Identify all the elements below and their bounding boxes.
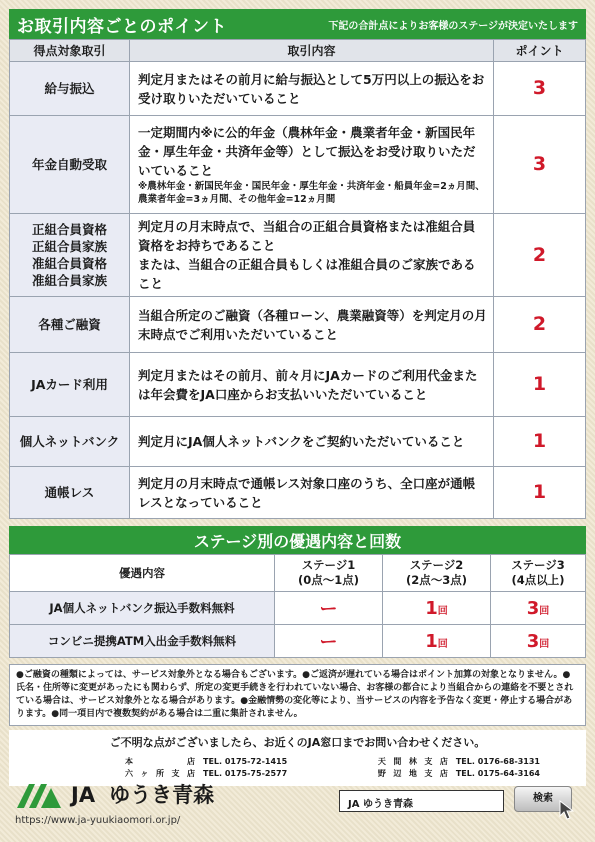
branch-column: [125, 756, 287, 780]
table-row: [10, 297, 586, 353]
stage2-value: 1回: [383, 592, 491, 625]
stage1-value: ー: [275, 625, 383, 658]
header-points: ポイント: [494, 40, 586, 62]
search-button[interactable]: 検索: [514, 786, 572, 812]
branch-column: [378, 756, 540, 780]
header-content: 取引内容: [130, 40, 494, 62]
row-content: 判定月の月末時点で、当組合の正組合員資格または准組合員資格をお持ちであること または、当組合の正組合員もしくは准組合員のご家族であること: [130, 214, 494, 297]
points-table-header: [10, 40, 586, 62]
flyer: [9, 9, 586, 786]
row-points: 3: [494, 116, 586, 214]
header-category: 得点対象取引: [10, 40, 130, 62]
category-line: 准組合員家族: [31, 273, 107, 288]
row-points: 1: [494, 353, 586, 417]
row-content: 一定期間内※に公的年金（農林年金・農業者年金・新国民年金・厚生年金・共済年金等）として振込をお受け取りいただいていること: [138, 125, 476, 178]
section1-note: 下記の合計点によりお客様のステージが決定いたします: [328, 20, 578, 32]
table-row: [10, 467, 586, 519]
row-category: [10, 214, 130, 297]
benefit-label: JA個人ネットバンク振込手数料無料: [10, 592, 275, 625]
section1-title: お取引内容ごとのポイント: [17, 16, 227, 37]
row-content: 判定月またはその前月に給与振込として5万円以上の振込をお受け取りいただいていること: [130, 62, 494, 116]
header-stage3: ステージ3 (4点以上): [491, 555, 586, 592]
branch-item: 天間林支店 TEL. 0176-68-3131: [377, 757, 540, 766]
category-line: 正組合員資格: [31, 222, 107, 237]
table-row: [10, 625, 586, 658]
branch-item: 本店 TEL. 0175-72-1415: [125, 757, 288, 766]
section2-title: ステージ別の優遇内容と回数: [9, 526, 586, 554]
table-row: [10, 116, 586, 214]
category-line: 正組合員家族: [31, 239, 107, 254]
category-line: 准組合員資格: [31, 256, 107, 271]
row-category: JAカード利用: [10, 353, 130, 417]
row-content: 当組合所定のご融資（各種ローン、農業融資等）を判定月の月末時点でご利用いただいていること: [130, 297, 494, 353]
logo-text: JA ゆうき青森: [71, 783, 215, 807]
points-table: [9, 39, 586, 519]
branch-item: 野辺地支店 TEL. 0175-64-3164: [377, 769, 540, 778]
stage3-value: 3回: [491, 592, 586, 625]
row-category: 個人ネットバンク: [10, 417, 130, 467]
table-row: [10, 214, 586, 297]
benefit-label: コンビニ提携ATM入出金手数料無料: [10, 625, 275, 658]
ja-logo: [15, 778, 214, 810]
notes: ●ご融資の種類によっては、サービス対象外となる場合もございます。●ご返済が遅れている場合はポイント加算の対象となりません。●氏名・住所等に変更があったにも関わらず、所定の変更手続きを行われていない場合、お客様の都合により当組合からの連絡を不要とされている場合は、サービス対象外となる場合があります。●金融情勢の変化等により、当サービスの内容を予告なく変更・停止する場合があります。●同一項目内で複数契約がある場合は二重に集計されません。: [9, 664, 586, 726]
row-content: 判定月またはその前月、前々月にJAカードのご利用代金または年会費をJA口座からお支払いいただいていること: [130, 353, 494, 417]
header-stage1: ステージ1 (0点〜1点): [275, 555, 383, 592]
table-row: [10, 417, 586, 467]
inquiry-text: ご不明な点がございましたら、お近くのJA窓口までお問い合わせください。: [109, 736, 486, 749]
row-points: 1: [494, 417, 586, 467]
row-content-note: ※農林年金・新国民年金・国民年金・厚生年金・共済年金・船員年金=2ヵ月間、農業者年金=3ヵ月間、その他年金=12ヵ月間: [138, 181, 485, 205]
header-stage2: ステージ2 (2点〜3点): [383, 555, 491, 592]
stage2-value: 1回: [383, 625, 491, 658]
row-points: 1: [494, 467, 586, 519]
ja-logo-icon: [15, 778, 63, 810]
row-points: 2: [494, 214, 586, 297]
table-row: [10, 353, 586, 417]
stage3-value: 3回: [491, 625, 586, 658]
table-row: [10, 592, 586, 625]
row-content: 判定月の月末時点で通帳レス対象口座のうち、全口座が通帳レスとなっていること: [130, 467, 494, 519]
branch-list: [15, 756, 580, 780]
stage-table-header: [10, 555, 586, 592]
table-row: [10, 62, 586, 116]
row-category: 各種ご融資: [10, 297, 130, 353]
header-benefit: 優遇内容: [10, 555, 275, 592]
row-category: 年金自動受取: [10, 116, 130, 214]
row-category: 給与振込: [10, 62, 130, 116]
row-category: 通帳レス: [10, 467, 130, 519]
search-input[interactable]: JA ゆうき青森: [339, 790, 504, 812]
footer: [9, 778, 586, 833]
stage-table: [9, 554, 586, 658]
website-url[interactable]: https://www.ja-yuukiaomori.or.jp/: [15, 815, 181, 826]
stage1-value: ー: [275, 592, 383, 625]
row-content: 判定月にJA個人ネットバンクをご契約いただいていること: [130, 417, 494, 467]
section1-header: [9, 9, 586, 39]
row-content-cell: [130, 116, 494, 214]
row-points: 2: [494, 297, 586, 353]
row-points: 3: [494, 62, 586, 116]
branch-item: 六ヶ所支店 TEL. 0175-75-2577: [125, 769, 288, 778]
cursor-icon: [559, 800, 575, 820]
